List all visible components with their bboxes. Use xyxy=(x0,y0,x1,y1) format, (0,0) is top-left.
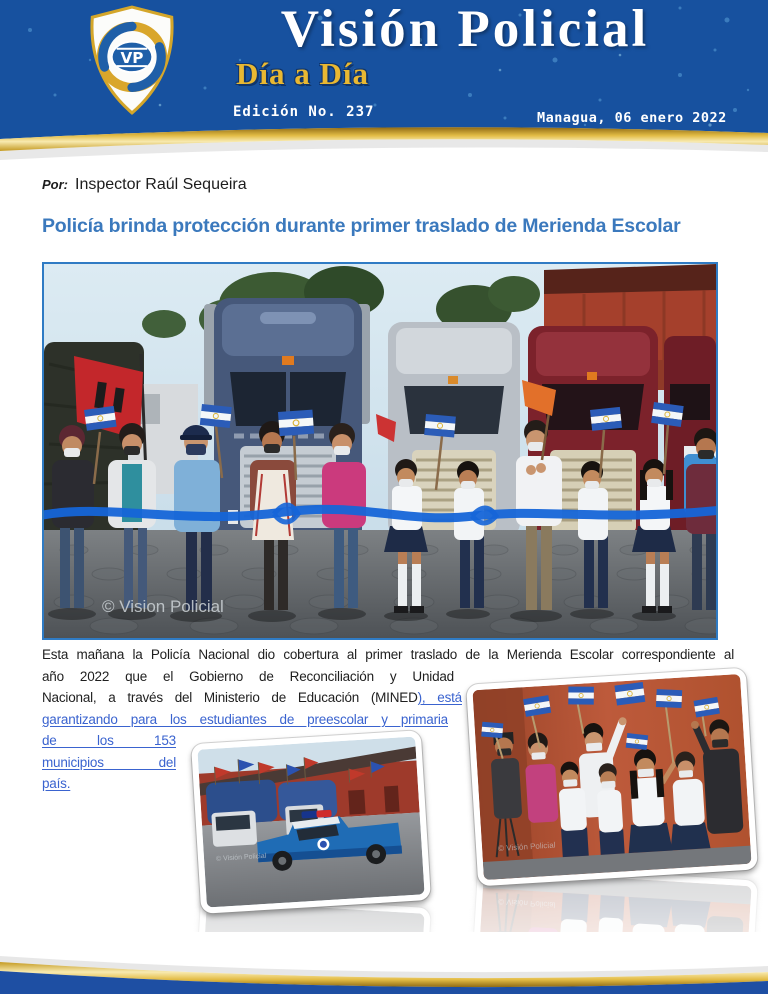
dateline: Managua, 06 enero 2022 xyxy=(537,110,727,126)
photo-watermark: © Vision Policial xyxy=(102,597,224,616)
article-line xyxy=(42,731,176,753)
article-line xyxy=(42,710,448,732)
article-text: Nacional, a través del Ministerio de Educación (MINED xyxy=(42,690,418,705)
logo-initials: VP xyxy=(120,49,144,68)
article-line xyxy=(42,753,176,775)
article-link-text: ), está xyxy=(417,690,462,705)
byline-prefix: Por: xyxy=(42,177,68,192)
article-link-text: municipios del xyxy=(42,755,176,770)
article-text: año 2022 que el Gobierno de Reconciliación y Unidad xyxy=(42,669,454,684)
article-link-text: país. xyxy=(42,776,71,791)
main-photo xyxy=(42,262,718,640)
right-photo-card xyxy=(466,668,758,887)
mid-photo-scene xyxy=(197,736,424,907)
article-line xyxy=(42,645,734,667)
masthead-title: Visión Policial xyxy=(280,0,650,58)
right-photo-scene xyxy=(472,674,751,880)
edition-number: Edición No. 237 xyxy=(233,104,375,120)
article-link-text: garantizando para los estudiantes de preescolar y primaria xyxy=(42,712,448,727)
byline-author: Inspector Raúl Sequeira xyxy=(75,176,247,193)
article-line xyxy=(42,667,454,689)
article-link-text: de los 153 xyxy=(42,733,176,748)
main-photo-scene xyxy=(44,264,716,638)
mid-photo-card xyxy=(191,730,431,914)
article-line xyxy=(42,688,462,710)
article-headline: Policía brinda protección durante primer traslado de Merienda Escolar xyxy=(42,215,681,237)
masthead-subtitle: Día a Día xyxy=(236,56,369,91)
footer-banner xyxy=(0,932,768,994)
article-text: Esta mañana la Policía Nacional dio cobertura al primer traslado de la Merienda Escolar correspondiente al xyxy=(42,647,734,662)
vision-policial-logo xyxy=(80,4,184,118)
article-line xyxy=(42,774,176,796)
blue-ribbon xyxy=(44,509,716,517)
byline xyxy=(42,176,247,194)
